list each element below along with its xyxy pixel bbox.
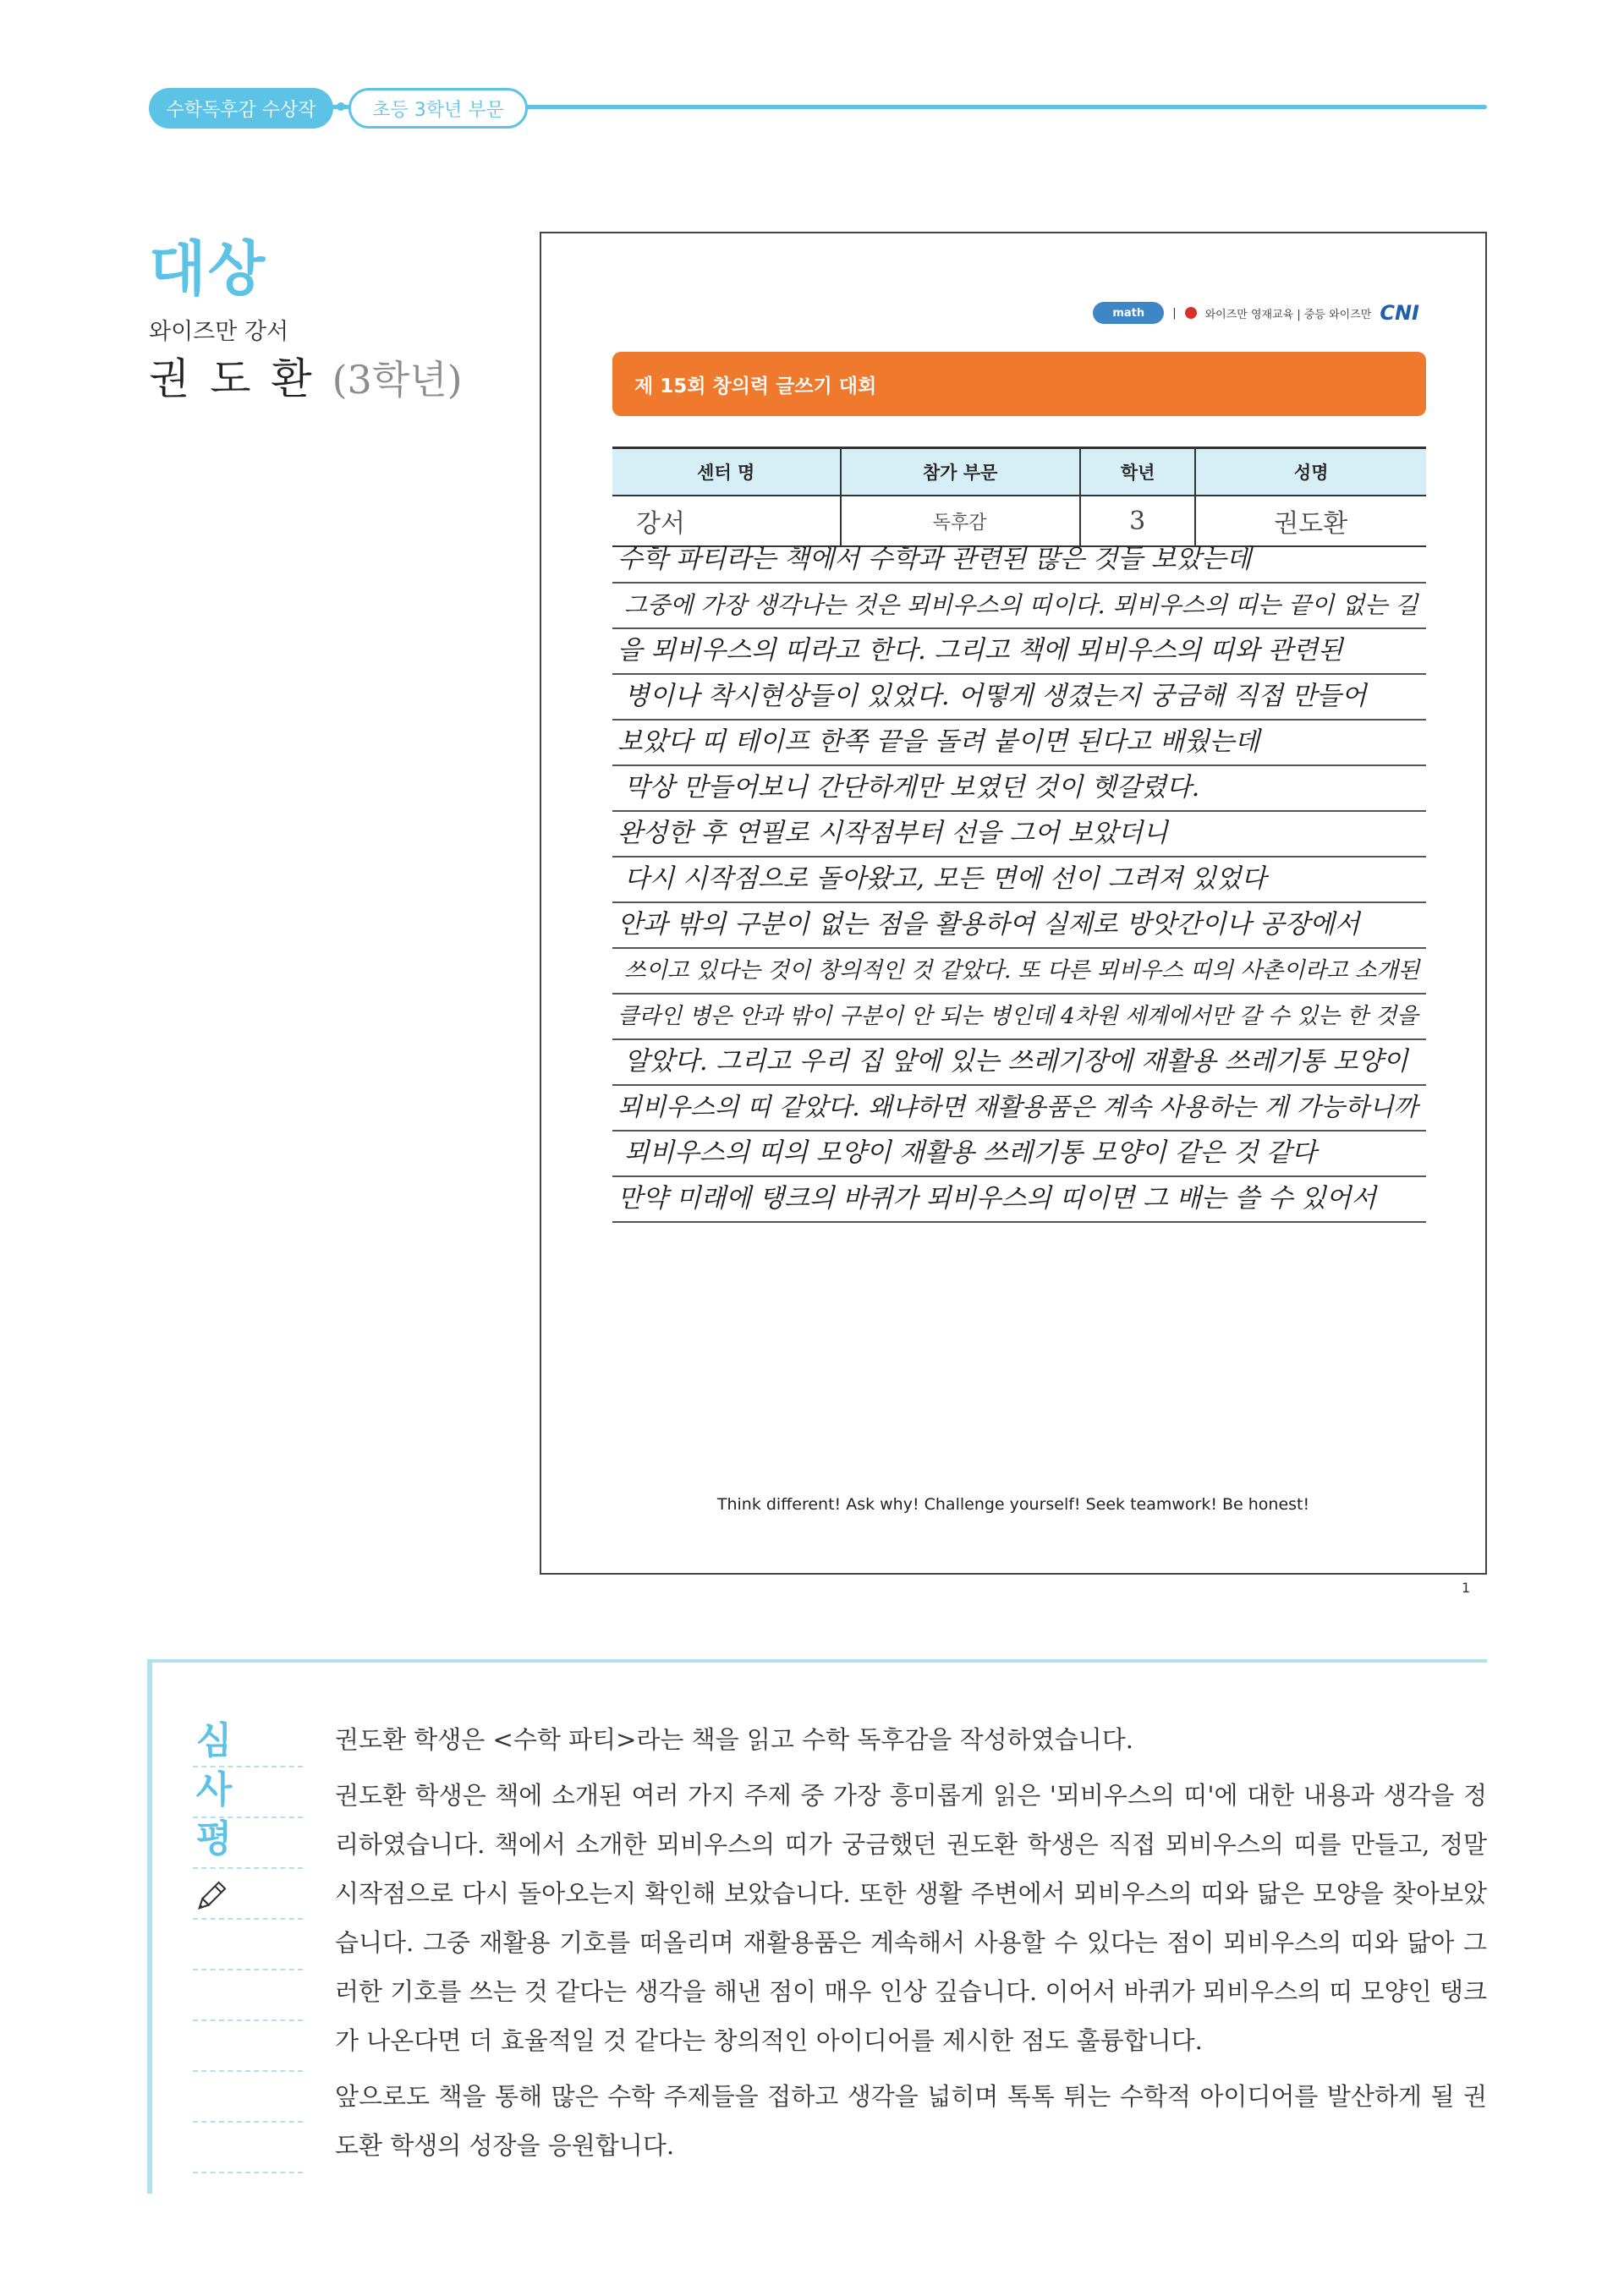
essay-scan [540, 232, 1487, 1575]
essay-line: 을 뫼비우스의 띠라고 한다. 그리고 책에 뫼비우스의 띠와 관련된 [612, 629, 1426, 675]
math-logo-icon: math [1093, 302, 1164, 324]
essay-line: 막상 만들어보니 간단하게만 보였던 것이 헷갈렸다. [612, 766, 1426, 812]
sponsor-logos [1093, 301, 1419, 325]
essay-line: 완성한 후 연필로 시작점부터 선을 그어 보았더니 [612, 812, 1426, 858]
award-winner [149, 345, 463, 406]
dash-line [193, 2072, 303, 2123]
essay-line: 뫼비우스의 띠 같았다. 왜냐하면 재활용품은 계속 사용하는 게 가능하니까 [612, 1086, 1426, 1132]
review-paragraph: 권도환 학생은 <수학 파티>라는 책을 읽고 수학 독후감을 작성하였습니다. [335, 1725, 1133, 1754]
section-tab: 초등 3학년 부문 [348, 88, 528, 129]
logo-text: 와이즈만 영재교육 | 중등 와이즈만 [1204, 308, 1372, 321]
essay-line: 안과 밖의 구분이 없는 점을 활용하여 실제로 방앗간이나 공장에서 [612, 903, 1426, 949]
handwritten-essay [612, 538, 1426, 1223]
cell-name: 권도환 [1195, 496, 1426, 546]
review-rule [147, 1659, 1487, 1663]
review-heading-char: 사 [195, 1768, 233, 1811]
dash-line [193, 1920, 303, 1970]
winner-name: 권 도 환 [149, 354, 315, 403]
cni-logo: CNI [1380, 301, 1419, 325]
pencil-icon [193, 1879, 228, 1915]
award-center: 와이즈만 강서 [149, 319, 289, 345]
tab-separator-dot [337, 102, 345, 111]
dash-line [193, 1970, 303, 2021]
winner-grade: (3학년) [332, 357, 463, 403]
motto: Think different! Ask why! Challenge yourself! Seek teamwork! Be honest! [716, 1495, 1310, 1514]
category-tab: 수학독후감 수상작 [149, 88, 333, 129]
review-side-bar [147, 1661, 152, 2194]
review-heading-char: 평 [195, 1817, 233, 1860]
review-body [335, 1715, 1487, 2177]
review-paragraph: 권도환 학생은 책에 소개된 여러 가지 주제 중 가장 흥미롭게 읽은 '뫼비우스의 띠'에 대한 내용과 생각을 정리하였습니다. 책에서 소개한 뫼비우스의 띠가 궁금했던 권도환 학생은 직접 뫼비우스의 띠를 만들고, 정말 시작점으로 다시 돌아오는지 확인해 보았습니다. 또한 생활 주변에서 뫼비우스의 띠와 닮은 모양을 찾아보았습니다. 그중 재활용 기호를 떠올리며 재활용품은 계속해서 사용할 수 있다는 점이 뫼비우스의 띠와 닮아 그러한 기호를 쓰는 것 같다는 생각을 해낸 점이 매우 인상 깊습니다. 이어서 바퀴가 뫼비우스의 띠 모양인 탱크가 나온다면 더 효율적일 것 같다는 창의적인 아이디어를 제시한 점도 훌륭합니다. [335, 1781, 1487, 2055]
cell-grade: 3 [1080, 496, 1196, 546]
essay-line: 만약 미래에 탱크의 바퀴가 뫼비우스의 띠이면 그 배는 쓸 수 있어서 [612, 1177, 1426, 1223]
header-category: 참가 부문 [841, 448, 1080, 496]
review-heading-char: 심 [195, 1719, 233, 1762]
essay-line: 그중에 가장 생각나는 것은 뫼비우스의 띠이다. 뫼비우스의 띠는 끝이 없는 길 [612, 584, 1426, 629]
header-name: 성명 [1195, 448, 1426, 496]
essay-line: 뫼비우스의 띠의 모양이 재활용 쓰레기통 모양이 같은 것 같다 [612, 1132, 1426, 1177]
wiseman-logo-icon [1185, 307, 1197, 319]
essay-line: 보았다 띠 테이프 한쪽 끝을 돌려 붙이면 된다고 배웠는데 [612, 721, 1426, 766]
cell-center: 강서 [612, 496, 841, 546]
header-center: 센터 명 [612, 448, 841, 496]
review-paragraph: 앞으로도 책을 통해 많은 수학 주제들을 접하고 생각을 넓히며 톡톡 튀는 수학적 아이디어를 발산하게 될 권도환 학생의 성장을 응원합니다. [335, 2082, 1487, 2160]
essay-line: 쓰이고 있다는 것이 창의적인 것 같았다. 또 다른 뫼비우스 띠의 사촌이라고 소개된 [612, 949, 1426, 995]
entry-info-table [612, 447, 1426, 547]
essay-line: 알았다. 그리고 우리 집 앞에 있는 쓰레기장에 재활용 쓰레기통 모양이 [612, 1040, 1426, 1086]
essay-line: 수학 파티라는 책에서 수학과 관련된 많은 것들 보았는데 [612, 538, 1426, 584]
essay-line: 다시 시작점으로 돌아왔고, 모든 면에 선이 그려져 있었다 [612, 858, 1426, 903]
cell-category: 독후감 [841, 496, 1080, 546]
page-number: 1 [1462, 1580, 1471, 1596]
header-grade: 학년 [1080, 448, 1196, 496]
logo-divider: | [1172, 306, 1177, 320]
award-title: 대상 [149, 234, 267, 304]
dash-line [193, 2021, 303, 2072]
contest-title-bar: 제 15회 창의력 글쓰기 대회 [612, 352, 1426, 416]
essay-line: 클라인 병은 안과 밖이 구분이 안 되는 병인데 4차원 세계에서만 갈 수 있는 한 것을 [612, 995, 1426, 1040]
review-heading [193, 1717, 235, 1864]
dash-line [193, 2123, 303, 2173]
essay-line: 병이나 착시현상들이 있었다. 어떻게 생겼는지 궁금해 직접 만들어 [612, 675, 1426, 721]
